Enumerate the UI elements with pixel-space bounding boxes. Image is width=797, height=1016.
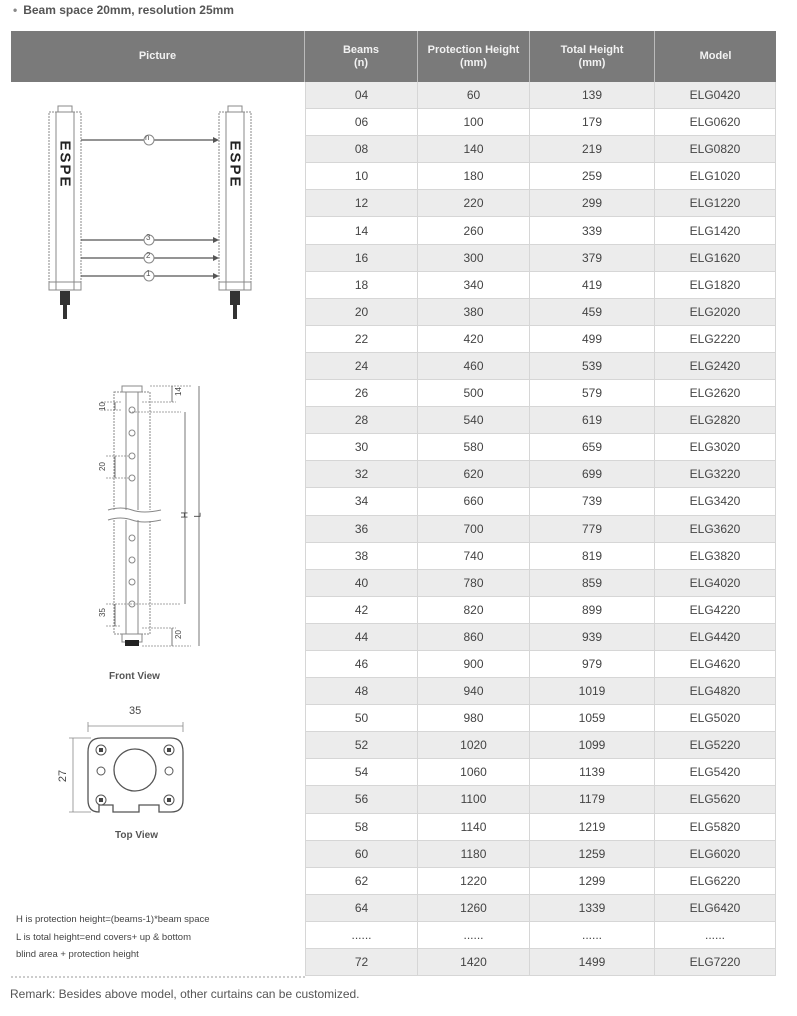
cell-total-height: 459 [530, 299, 655, 325]
beam-label-3: 3 [146, 233, 151, 242]
cell-beams: 26 [305, 380, 418, 406]
cell-beams: 22 [305, 326, 418, 352]
table-row [305, 705, 776, 732]
cell-model: ELG6020 [655, 841, 776, 867]
front-view-drawing [11, 382, 305, 652]
dim-bottom-blind: 35 [97, 608, 107, 617]
cell-model: ELG5820 [655, 814, 776, 840]
header-model-label: Model [699, 50, 732, 62]
cell-total-height: 1499 [530, 949, 655, 975]
header-picture [11, 31, 305, 82]
table-row [305, 597, 776, 624]
dim-top-width: 35 [129, 705, 142, 717]
cell-protection-height: 620 [418, 461, 530, 487]
cell-beams: 46 [305, 651, 418, 677]
table-row [305, 570, 776, 597]
cell-beams: 64 [305, 895, 418, 921]
table-row [305, 353, 776, 380]
table-row [305, 895, 776, 922]
cell-beams: 32 [305, 461, 418, 487]
cell-protection-height: 580 [418, 434, 530, 460]
table-row [305, 272, 776, 299]
cell-protection-height: 1100 [418, 786, 530, 812]
cell-beams: 34 [305, 488, 418, 514]
cell-beams: 58 [305, 814, 418, 840]
cell-model: ELG4420 [655, 624, 776, 650]
header-total-height-unit: (mm) [578, 56, 606, 69]
cell-protection-height: 740 [418, 543, 530, 569]
cell-beams: 72 [305, 949, 418, 975]
header-protection-height-label: Protection Height [427, 43, 520, 56]
cell-total-height: 1019 [530, 678, 655, 704]
dim-h: H [179, 511, 190, 519]
cell-model: ELG4020 [655, 570, 776, 596]
cell-model: ELG2420 [655, 353, 776, 379]
beam-label-n: n [145, 133, 150, 142]
cell-protection-height: 980 [418, 705, 530, 731]
table-row [305, 82, 776, 109]
cell-model: ELG2220 [655, 326, 776, 352]
table-row [305, 109, 776, 136]
dim-top-cap: 14 [173, 387, 183, 396]
table-row [305, 922, 776, 949]
cell-total-height: 979 [530, 651, 655, 677]
cell-protection-height: 140 [418, 136, 530, 162]
cell-protection-height: ...... [418, 922, 530, 948]
header-protection-height [418, 31, 530, 82]
brand-label-left: ESPE [56, 139, 74, 189]
cell-beams: 04 [305, 82, 418, 108]
cell-beams: 42 [305, 597, 418, 623]
cell-protection-height: 820 [418, 597, 530, 623]
cell-beams: ...... [305, 922, 418, 948]
cell-protection-height: 180 [418, 163, 530, 189]
cell-beams: 60 [305, 841, 418, 867]
cell-beams: 44 [305, 624, 418, 650]
table-row [305, 299, 776, 326]
cell-beams: 30 [305, 434, 418, 460]
table-row [305, 326, 776, 353]
cell-beams: 12 [305, 190, 418, 216]
dim-l: L [192, 512, 203, 518]
cell-beams: 54 [305, 759, 418, 785]
cell-model: ELG6220 [655, 868, 776, 894]
cell-protection-height: 1020 [418, 732, 530, 758]
header-beams [305, 31, 418, 82]
table-row [305, 407, 776, 434]
cell-total-height: 219 [530, 136, 655, 162]
cell-protection-height: 940 [418, 678, 530, 704]
cell-total-height: 1299 [530, 868, 655, 894]
table-row [305, 651, 776, 678]
cell-beams: 62 [305, 868, 418, 894]
cell-beams: 20 [305, 299, 418, 325]
cell-model: ELG3020 [655, 434, 776, 460]
cell-beams: 14 [305, 217, 418, 243]
cell-beams: 36 [305, 516, 418, 542]
header-picture-label: Picture [138, 50, 177, 62]
dim-bottom-cap: 20 [173, 630, 183, 639]
cell-protection-height: 340 [418, 272, 530, 298]
beam-label-2: 2 [146, 251, 151, 260]
cell-beams: 18 [305, 272, 418, 298]
light-curtain-pair-drawing [11, 82, 305, 332]
cell-protection-height: 540 [418, 407, 530, 433]
cell-beams: 56 [305, 786, 418, 812]
cell-beams: 10 [305, 163, 418, 189]
header-model [655, 31, 776, 82]
cell-total-height: 379 [530, 245, 655, 271]
cell-total-height: ...... [530, 922, 655, 948]
cell-total-height: 259 [530, 163, 655, 189]
header-total-height-label: Total Height [560, 43, 624, 56]
cell-total-height: 1219 [530, 814, 655, 840]
cell-model: ELG5420 [655, 759, 776, 785]
front-view-caption: Front View [109, 671, 160, 682]
table-row [305, 190, 776, 217]
cell-total-height: 499 [530, 326, 655, 352]
table-row [305, 136, 776, 163]
spec-table-body [305, 82, 776, 976]
header-beams-unit: (n) [353, 56, 369, 69]
cell-total-height: 139 [530, 82, 655, 108]
header-protection-height-unit: (mm) [460, 56, 487, 69]
cell-beams: 38 [305, 543, 418, 569]
cell-total-height: 299 [530, 190, 655, 216]
cell-model: ELG3820 [655, 543, 776, 569]
cell-model: ELG0620 [655, 109, 776, 135]
top-view-drawing [11, 702, 305, 832]
table-row [305, 868, 776, 895]
cell-protection-height: 1420 [418, 949, 530, 975]
dim-top-depth: 27 [57, 769, 70, 783]
cell-protection-height: 700 [418, 516, 530, 542]
cell-model: ELG5020 [655, 705, 776, 731]
cell-total-height: 659 [530, 434, 655, 460]
cell-beams: 28 [305, 407, 418, 433]
cell-protection-height: 1140 [418, 814, 530, 840]
formula-line-1: H is protection height=(beams-1)*beam space [16, 914, 210, 925]
table-row [305, 543, 776, 570]
table-row [305, 163, 776, 190]
cell-model: ELG0820 [655, 136, 776, 162]
cell-model: ELG0420 [655, 82, 776, 108]
beam-label-1: 1 [146, 269, 151, 278]
table-row [305, 488, 776, 515]
table-row [305, 759, 776, 786]
table-row [305, 434, 776, 461]
cell-model: ELG3220 [655, 461, 776, 487]
dim-first-beam: 10 [97, 402, 107, 411]
table-row [305, 949, 776, 976]
cell-model: ELG7220 [655, 949, 776, 975]
cell-model: ELG1220 [655, 190, 776, 216]
cell-beams: 08 [305, 136, 418, 162]
cell-total-height: 179 [530, 109, 655, 135]
cell-protection-height: 100 [418, 109, 530, 135]
cell-model: ELG4220 [655, 597, 776, 623]
cell-protection-height: 60 [418, 82, 530, 108]
cell-total-height: 1339 [530, 895, 655, 921]
cell-protection-height: 1260 [418, 895, 530, 921]
table-row [305, 217, 776, 244]
cell-beams: 16 [305, 245, 418, 271]
table-row [305, 841, 776, 868]
cell-model: ELG1620 [655, 245, 776, 271]
cell-protection-height: 900 [418, 651, 530, 677]
cell-protection-height: 1060 [418, 759, 530, 785]
cell-total-height: 899 [530, 597, 655, 623]
cell-protection-height: 260 [418, 217, 530, 243]
table-row [305, 814, 776, 841]
top-view-caption: Top View [115, 830, 158, 841]
cell-total-height: 339 [530, 217, 655, 243]
cell-protection-height: 500 [418, 380, 530, 406]
cell-total-height: 939 [530, 624, 655, 650]
cell-model: ELG4820 [655, 678, 776, 704]
dim-beam-space: 20 [97, 462, 107, 471]
table-row [305, 245, 776, 272]
cell-model: ...... [655, 922, 776, 948]
cell-model: ELG3420 [655, 488, 776, 514]
cell-protection-height: 860 [418, 624, 530, 650]
cell-model: ELG3620 [655, 516, 776, 542]
cell-beams: 52 [305, 732, 418, 758]
cell-model: ELG2020 [655, 299, 776, 325]
formula-line-2: L is total height=end covers+ up & bottom [16, 932, 191, 943]
table-row [305, 786, 776, 813]
cell-protection-height: 460 [418, 353, 530, 379]
cell-model: ELG1020 [655, 163, 776, 189]
cell-total-height: 779 [530, 516, 655, 542]
cell-total-height: 1259 [530, 841, 655, 867]
cell-beams: 40 [305, 570, 418, 596]
cell-total-height: 539 [530, 353, 655, 379]
cell-protection-height: 300 [418, 245, 530, 271]
cell-total-height: 1099 [530, 732, 655, 758]
header-total-height [530, 31, 655, 82]
cell-beams: 06 [305, 109, 418, 135]
table-row [305, 732, 776, 759]
cell-model: ELG5220 [655, 732, 776, 758]
cell-total-height: 1179 [530, 786, 655, 812]
table-row [305, 678, 776, 705]
cell-beams: 24 [305, 353, 418, 379]
spec-note [13, 3, 234, 17]
table-row [305, 624, 776, 651]
picture-panel [11, 82, 305, 978]
cell-total-height: 419 [530, 272, 655, 298]
cell-total-height: 699 [530, 461, 655, 487]
cell-model: ELG1420 [655, 217, 776, 243]
cell-model: ELG5620 [655, 786, 776, 812]
cell-total-height: 579 [530, 380, 655, 406]
cell-total-height: 819 [530, 543, 655, 569]
brand-label-right: ESPE [226, 139, 244, 189]
cell-total-height: 1059 [530, 705, 655, 731]
cell-protection-height: 220 [418, 190, 530, 216]
bullet-icon: • [13, 3, 18, 17]
header-beams-label: Beams [342, 43, 380, 56]
cell-beams: 50 [305, 705, 418, 731]
cell-model: ELG6420 [655, 895, 776, 921]
table-row [305, 516, 776, 543]
cell-model: ELG4620 [655, 651, 776, 677]
cell-total-height: 859 [530, 570, 655, 596]
cell-protection-height: 1220 [418, 868, 530, 894]
cell-protection-height: 420 [418, 326, 530, 352]
cell-total-height: 619 [530, 407, 655, 433]
spec-note-text: Beam space 20mm, resolution 25mm [23, 3, 234, 17]
cell-beams: 48 [305, 678, 418, 704]
cell-protection-height: 780 [418, 570, 530, 596]
formula-line-3: blind area + protection height [16, 949, 139, 960]
cell-model: ELG2620 [655, 380, 776, 406]
remark-text: Remark: Besides above model, other curtains can be customized. [10, 987, 360, 1001]
table-row [305, 461, 776, 488]
cell-total-height: 1139 [530, 759, 655, 785]
cell-protection-height: 380 [418, 299, 530, 325]
cell-model: ELG1820 [655, 272, 776, 298]
table-row [305, 380, 776, 407]
cell-total-height: 739 [530, 488, 655, 514]
cell-protection-height: 1180 [418, 841, 530, 867]
cell-protection-height: 660 [418, 488, 530, 514]
cell-model: ELG2820 [655, 407, 776, 433]
